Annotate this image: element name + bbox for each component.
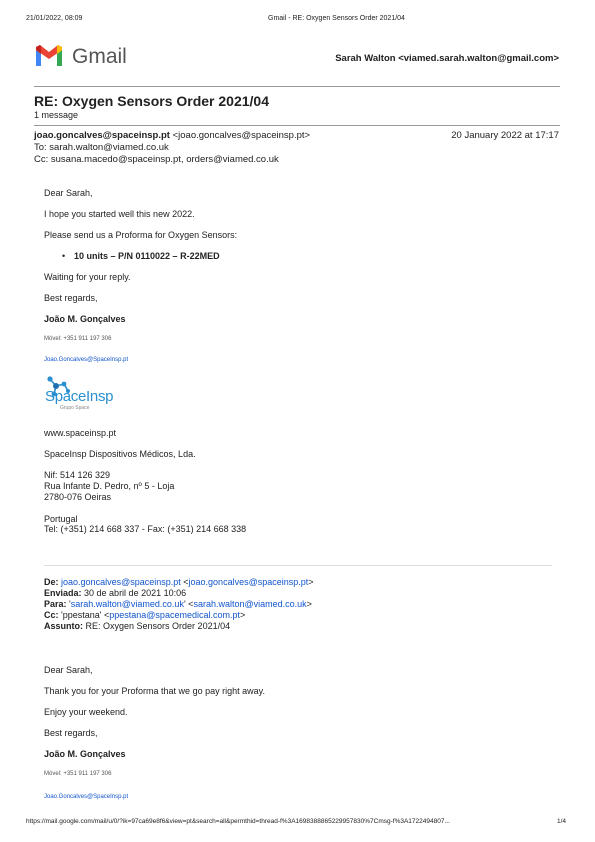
- account-email: Sarah Walton <viamed.sarah.walton@gmail.com>: [335, 53, 559, 64]
- paragraph: Waiting for your reply.: [44, 272, 131, 282]
- closing: Best regards,: [44, 293, 98, 303]
- quoted-to-q2: ' <: [183, 599, 194, 609]
- signature-mobile: Móvel: +351 911 197 306: [44, 336, 112, 342]
- quoted-paragraph: Thank you for your Proforma that we go pay right away.: [44, 686, 265, 696]
- signature-email-link[interactable]: Joao.Goncalves@SpaceInsp.pt: [44, 357, 129, 363]
- quoted-cc-label: Cc:: [44, 610, 59, 620]
- quoted-subject-value: RE: Oxygen Sensors Order 2021/04: [85, 621, 231, 631]
- company-nif: Nif: 514 126 329: [44, 470, 111, 480]
- quoted-to-label: Para:: [44, 599, 67, 609]
- quoted-to-close: >: [306, 599, 312, 609]
- print-page-number: 1/4: [557, 818, 567, 825]
- print-title: Gmail - RE: Oxygen Sensors Order 2021/04: [268, 15, 405, 22]
- from-address: <joao.goncalves@spaceinsp.pt>: [172, 130, 311, 141]
- quoted-cc-close: >: [239, 610, 246, 620]
- quoted-to: [44, 599, 312, 609]
- quoted-subject-label: Assunto:: [44, 621, 83, 631]
- quoted-from-label: De:: [44, 577, 59, 587]
- quoted-signature-mobile: Móvel: +351 911 197 306: [44, 771, 112, 777]
- message-cc: Cc: susana.macedo@spaceinsp.pt, orders@viamed.co.uk: [34, 154, 279, 165]
- print-datetime: 21/01/2022, 08:09: [26, 15, 83, 22]
- quoted-sent-label: Enviada:: [44, 588, 82, 598]
- quoted-from: [44, 577, 314, 587]
- quoted-from-address-link[interactable]: joao.goncalves@spaceinsp.pt: [188, 577, 309, 587]
- quoted-from-close: >: [308, 577, 314, 587]
- signature-name: João M. Gonçalves: [44, 314, 126, 324]
- subject-divider: [34, 125, 560, 126]
- spaceinsp-logo-text: SpaceInsp: [45, 388, 114, 405]
- gmail-logo-icon: [34, 44, 64, 68]
- company-phones: Tel: (+351) 214 668 337 - Fax: (+351) 214 668 338: [44, 524, 247, 534]
- header-divider: [34, 86, 560, 87]
- quoted-signature-email-link[interactable]: Joao.Goncalves@SpaceInsp.pt: [44, 794, 129, 800]
- quoted-to-q1: ': [69, 599, 71, 609]
- print-url: https://mail.google.com/mail/u/0/?ik=97ca69e8f6&view=pt&search=all&permthid=thread-f%3A1698388865229957830%7Cmsg-f%3A1722494807...: [26, 818, 450, 825]
- thread-subject: RE: Oxygen Sensors Order 2021/04: [34, 93, 269, 109]
- quoted-cc-name: 'ppestana' <: [61, 610, 110, 620]
- website-link[interactable]: www.spaceinsp.pt: [44, 428, 117, 438]
- message-to: To: sarah.walton@viamed.co.uk: [34, 142, 169, 153]
- quoted-closing: Best regards,: [44, 728, 98, 738]
- quoted-to-address-link[interactable]: sarah.walton@viamed.co.uk: [193, 599, 307, 609]
- quoted-from-link[interactable]: joao.goncalves@spaceinsp.pt: [61, 577, 181, 587]
- address-street-link[interactable]: Rua Infante D. Pedro, nº 5 - Loja: [44, 481, 175, 491]
- spaceinsp-logo-subtext: Grupo Space: [60, 405, 90, 411]
- bullet-text: 10 units – P/N 0110022 – R-22MED: [74, 251, 220, 261]
- quoted-to-link[interactable]: sarah.walton@viamed.co.uk: [70, 599, 184, 609]
- quoted-sent-value: 30 de abril de 2021 10:06: [84, 588, 187, 598]
- quote-divider: [44, 565, 552, 566]
- quoted-sent: [44, 588, 186, 598]
- message-count: 1 message: [34, 110, 79, 120]
- quoted-from-open: <: [183, 577, 189, 587]
- message-from: [34, 130, 310, 141]
- quoted-signature-name: João M. Gonçalves: [44, 749, 126, 759]
- address-country-link[interactable]: Portugal: [44, 514, 78, 524]
- quoted-cc: [44, 610, 245, 620]
- gmail-wordmark: Gmail: [72, 45, 127, 68]
- paragraph: Please send us a Proforma for Oxygen Sensors:: [44, 230, 238, 240]
- company-name: SpaceInsp Dispositivos Médicos, Lda.: [44, 449, 196, 459]
- quoted-subject: [44, 621, 230, 631]
- paragraph: I hope you started well this new 2022.: [44, 209, 195, 219]
- from-name: joao.goncalves@spaceinsp.pt: [34, 130, 170, 141]
- quoted-greeting: Dear Sarah,: [44, 665, 93, 675]
- quoted-paragraph: Enjoy your weekend.: [44, 707, 128, 717]
- quoted-cc-link[interactable]: ppestana@spacemedical.com.pt: [109, 610, 240, 620]
- message-date: 20 January 2022 at 17:17: [451, 130, 559, 141]
- address-postcode-link[interactable]: 2780-076 Oeiras: [44, 492, 112, 502]
- greeting: Dear Sarah,: [44, 188, 93, 198]
